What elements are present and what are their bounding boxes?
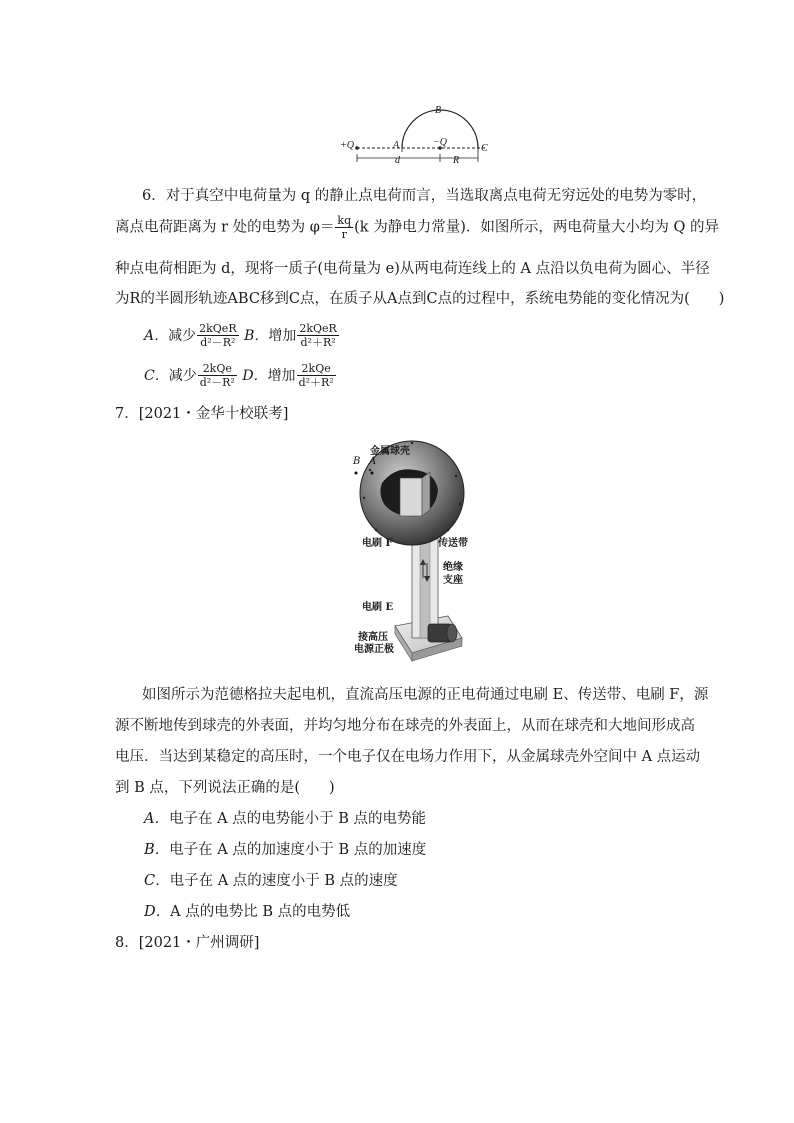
phi-fraction [335, 214, 353, 241]
plus-q-dot [355, 146, 359, 150]
phi-numerator: kq [337, 214, 352, 227]
q7-para4: 到 B 点，下列说法正确的是( ) [115, 780, 335, 796]
q6-options-row1 [144, 322, 340, 349]
label-metal-shell: 金属球壳 [370, 446, 410, 457]
q6-line3: 种点电荷相距为 d，现将一质子(电荷量为 e)从两电荷连线上的 A 点沿以负电荷为圆心、半径 [115, 261, 710, 277]
label-power-1: 接高压 [358, 632, 388, 643]
label-c: C [481, 143, 488, 154]
label-support-2: 支座 [443, 575, 463, 586]
q7-option-c[interactable]: C．电子在 A 点的速度小于 B 点的速度 [144, 873, 398, 889]
label-minus-q: −Q [433, 137, 447, 148]
q8-header: 8．[2021・广州调研] [115, 935, 260, 951]
q6-option-a-fraction: $\frac{\text{2kQeR}}{\text{d²－R²}}$ [199, 322, 237, 349]
label-d: d [395, 155, 400, 166]
figure-charges [335, 100, 495, 170]
q6-line2b: (k 为静电力常量)．如图所示，两电荷量大小均为 Q 的异 [354, 219, 719, 236]
label-power-2: 电源正极 [354, 644, 394, 655]
label-point-a: A [369, 456, 377, 467]
q7-para2: 源不断地传到球壳的外表面，并均匀地分布在球壳的外表面上，从而在球壳和大地间形成高 [115, 718, 695, 734]
label-r: R [453, 155, 460, 166]
q6-option-a[interactable]: A．减少 $\frac{\text{2kQeR}}{\text{d²－R²}}$ [144, 322, 237, 349]
q7-header: 7．[2021・金华十校联考] [115, 406, 289, 422]
label-point-b: B [353, 456, 361, 467]
q6-option-b-fraction: $\frac{\text{2kQeR}}{\text{d²＋R²}}$ [299, 322, 337, 349]
label-belt: 传送带 [438, 538, 468, 549]
charges-diagram [335, 100, 495, 170]
point-a-dot [371, 472, 374, 475]
q6-option-d[interactable]: D．增加 $\frac{\text{2kQe}}{\text{d²＋R²}}$ [242, 362, 334, 389]
q6-line4: 为R的半圆形轨迹ABC移到C点，在质子从A点到C点的过程中，系统电势能的变化情况为( ) [115, 291, 725, 307]
q6-option-c-fraction: $\frac{\text{2kQe}}{\text{d²－R²}}$ [199, 362, 235, 389]
q7-para3: 电压．当达到某稳定的高压时，一个电子仅在电场力作用下，从金属球壳外空间中 A 点运动 [115, 749, 701, 765]
phi-denominator: r [341, 228, 347, 241]
q6-option-b[interactable]: B．增加 $\frac{\text{2kQeR}}{\text{d²＋R²}}$ [244, 322, 337, 349]
label-brush-e: 电刷 E [362, 602, 394, 613]
q7-option-a[interactable]: A．电子在 A 点的电势能小于 B 点的电势能 [144, 811, 427, 827]
label-support-1: 绝缘 [443, 562, 463, 573]
point-b-dot [355, 472, 358, 475]
q6-option-c[interactable]: C．减少 $\frac{\text{2kQe}}{\text{d²－R²}}$ [144, 362, 235, 389]
q6-line2 [115, 214, 719, 241]
q6-line2a: 离点电荷距离为 r 处的电势为 φ＝ [115, 219, 335, 236]
label-plus-q: +Q [340, 140, 354, 151]
q6-options-row2 [144, 362, 337, 389]
label-b: B [435, 105, 442, 116]
q7-para1: 如图所示为范德格拉夫起电机，直流高压电源的正电荷通过电刷 E、传送带、电刷 F，源 [142, 687, 709, 703]
q7-option-d[interactable]: D．A 点的电势比 B 点的电势低 [144, 904, 351, 920]
q6-line1: 6．对于真空中电荷量为 q 的静止点电荷而言，当选取离点电荷无穷远处的电势为零时， [142, 188, 707, 204]
label-brush-f: 电刷 F [362, 538, 393, 549]
figure-van-de-graaff [340, 438, 470, 670]
q7-option-b[interactable]: B．电子在 A 点的加速度小于 B 点的加速度 [144, 842, 427, 858]
label-a: A [393, 140, 400, 151]
q6-option-d-fraction: $\frac{\text{2kQe}}{\text{d²＋R²}}$ [298, 362, 334, 389]
